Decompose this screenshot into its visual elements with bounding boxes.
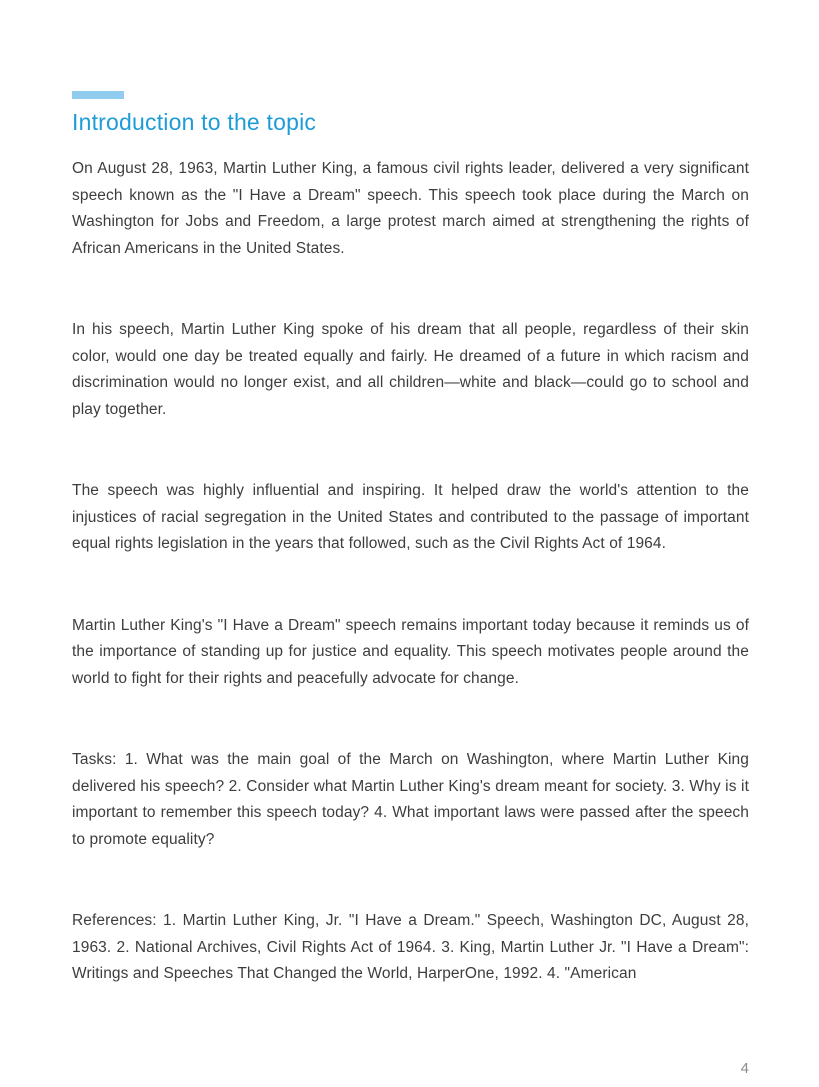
paragraph-speech-overview: On August 28, 1963, Martin Luther King, a famous civil rights leader, delivered a very significant speech known as the "I Have a Dream" speech. This speech took place during the March on Washington for Jobs and Freedom, a large protest march aimed at strengthening the rights of African Americans in the United States. (72, 160, 749, 257)
paragraph-dream-description: In his speech, Martin Luther King spoke of his dream that all people, regardless of their skin color, would one day be treated equally and fairly. He dreamed of a future in which racism and discrimination would no longer exist, and all children—white and black—could go to school and play together. (72, 321, 749, 418)
page-number: 4 (740, 1060, 749, 1077)
page-title: Introduction to the topic (72, 109, 317, 135)
body-text (72, 156, 749, 988)
paragraph-importance-today: Martin Luther King's "I Have a Dream" speech remains important today because it reminds us of the importance of standing up for justice and equality. This speech motivates people around the world to fight for their rights and peacefully advocate for change. (72, 616, 749, 687)
paragraph-influence: The speech was highly influential and inspiring. It helped draw the world's attention to the injustices of racial segregation in the United States and contributed to the passage of important equal rights legislation in the years that followed, such as the Civil Rights Act of 1964. (72, 482, 749, 552)
paragraph-references: References: 1. Martin Luther King, Jr. "I Have a Dream." Speech, Washington DC, August 28, 1963. 2. National Archives, Civil Rights Act of 1964. 3. King, Martin Luther Jr. "I Have a Dream": Writings and Speeches That Changed the World, HarperOne, 1992. 4. "American (72, 912, 749, 982)
paragraph-tasks: Tasks: 1. What was the main goal of the March on Washington, where Martin Luther King delivered his speech? 2. Consider what Martin Luther King's dream meant for society. 3. Why is it important to remember this speech today? 4. What important laws were passed after the speech to promote equality? (72, 751, 749, 848)
heading-accent-bar (72, 91, 124, 99)
